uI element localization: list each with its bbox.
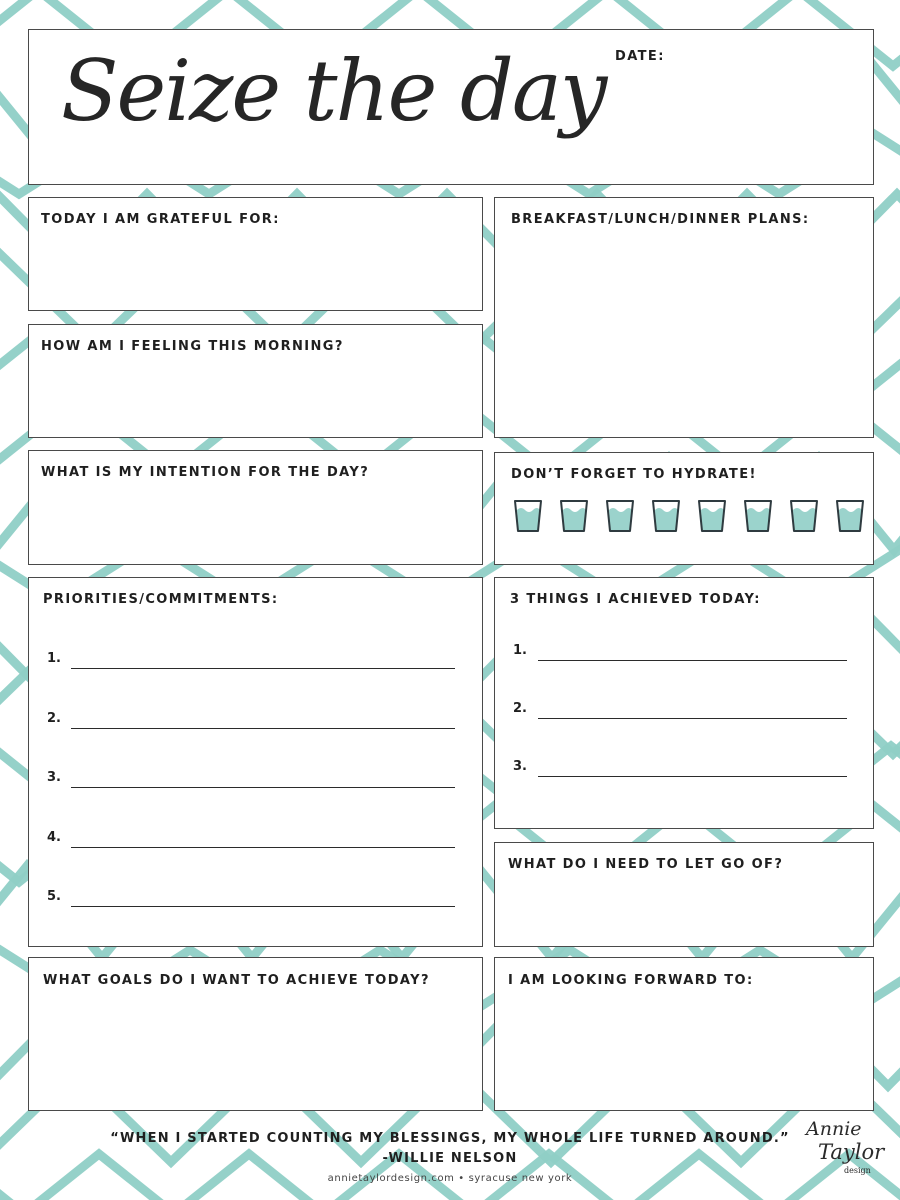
let-go-box[interactable] — [494, 842, 874, 947]
list-number: 1. — [513, 643, 527, 658]
let-go-label: WHAT DO I NEED TO LET GO OF? — [508, 857, 784, 872]
numbered-line-row[interactable] — [47, 889, 455, 913]
water-glass-icon[interactable] — [559, 499, 589, 533]
looking-forward-box[interactable] — [494, 957, 874, 1111]
intention-box[interactable] — [28, 450, 483, 565]
achieved-label: 3 THINGS I ACHIEVED TODAY: — [510, 592, 761, 607]
list-number: 5. — [47, 889, 61, 904]
footer-quote: “WHEN I STARTED COUNTING MY BLESSINGS, MY WHOLE LIFE TURNED AROUND.” — [110, 1131, 790, 1146]
priorities-box — [28, 577, 483, 947]
water-glass-icon[interactable] — [651, 499, 681, 533]
achieved-box — [494, 577, 874, 829]
page-title: Seize the day — [61, 42, 606, 140]
water-glass-icon[interactable] — [835, 499, 865, 533]
numbered-line-row[interactable] — [47, 830, 455, 854]
goals-label: WHAT GOALS DO I WANT TO ACHIEVE TODAY? — [43, 973, 430, 988]
write-in-line[interactable] — [538, 660, 847, 661]
list-number: 3. — [47, 770, 61, 785]
goals-box[interactable] — [28, 957, 483, 1111]
write-in-line[interactable] — [538, 718, 847, 719]
header-box — [28, 29, 874, 185]
write-in-line[interactable] — [71, 728, 455, 729]
write-in-line[interactable] — [71, 906, 455, 907]
numbered-line-row[interactable] — [513, 701, 847, 725]
looking-forward-label: I AM LOOKING FORWARD TO: — [508, 973, 754, 988]
numbered-line-row[interactable] — [513, 759, 847, 783]
list-number: 1. — [47, 651, 61, 666]
meal-plans-label: BREAKFAST/LUNCH/DINNER PLANS: — [511, 212, 810, 227]
numbered-line-row[interactable] — [47, 770, 455, 794]
list-number: 3. — [513, 759, 527, 774]
priorities-label: PRIORITIES/COMMITMENTS: — [43, 592, 279, 607]
footer-site[interactable]: annietaylordesign.com • syracuse new york — [327, 1173, 573, 1184]
numbered-line-row[interactable] — [47, 711, 455, 735]
brand-logo — [800, 1118, 885, 1190]
hydration-label: DON’T FORGET TO HYDRATE! — [511, 467, 757, 482]
logo-line-3: design — [844, 1166, 871, 1175]
water-glass-icon[interactable] — [513, 499, 543, 533]
intention-label: WHAT IS MY INTENTION FOR THE DAY? — [41, 465, 370, 480]
grateful-label: TODAY I AM GRATEFUL FOR: — [41, 212, 280, 227]
grateful-box[interactable] — [28, 197, 483, 311]
logo-line-2: Taylor — [818, 1140, 885, 1164]
write-in-line[interactable] — [538, 776, 847, 777]
feeling-label: HOW AM I FEELING THIS MORNING? — [41, 339, 344, 354]
list-number: 2. — [513, 701, 527, 716]
date-label: DATE: — [615, 49, 665, 64]
write-in-line[interactable] — [71, 668, 455, 669]
list-number: 4. — [47, 829, 61, 845]
meal-plans-box[interactable] — [494, 197, 874, 438]
hydration-box — [494, 452, 874, 565]
water-glass-icon[interactable] — [789, 499, 819, 533]
numbered-line-row[interactable] — [47, 651, 455, 675]
water-glass-icon[interactable] — [605, 499, 635, 533]
hydration-cups — [513, 499, 865, 533]
numbered-line-row[interactable] — [513, 643, 847, 667]
water-glass-icon[interactable] — [743, 499, 773, 533]
write-in-line[interactable] — [71, 787, 455, 788]
feeling-box[interactable] — [28, 324, 483, 438]
water-glass-icon[interactable] — [697, 499, 727, 533]
footer-author: -WILLIE NELSON — [382, 1151, 518, 1166]
logo-line-1: Annie — [806, 1118, 862, 1140]
list-number: 2. — [47, 710, 61, 726]
write-in-line[interactable] — [71, 847, 455, 848]
